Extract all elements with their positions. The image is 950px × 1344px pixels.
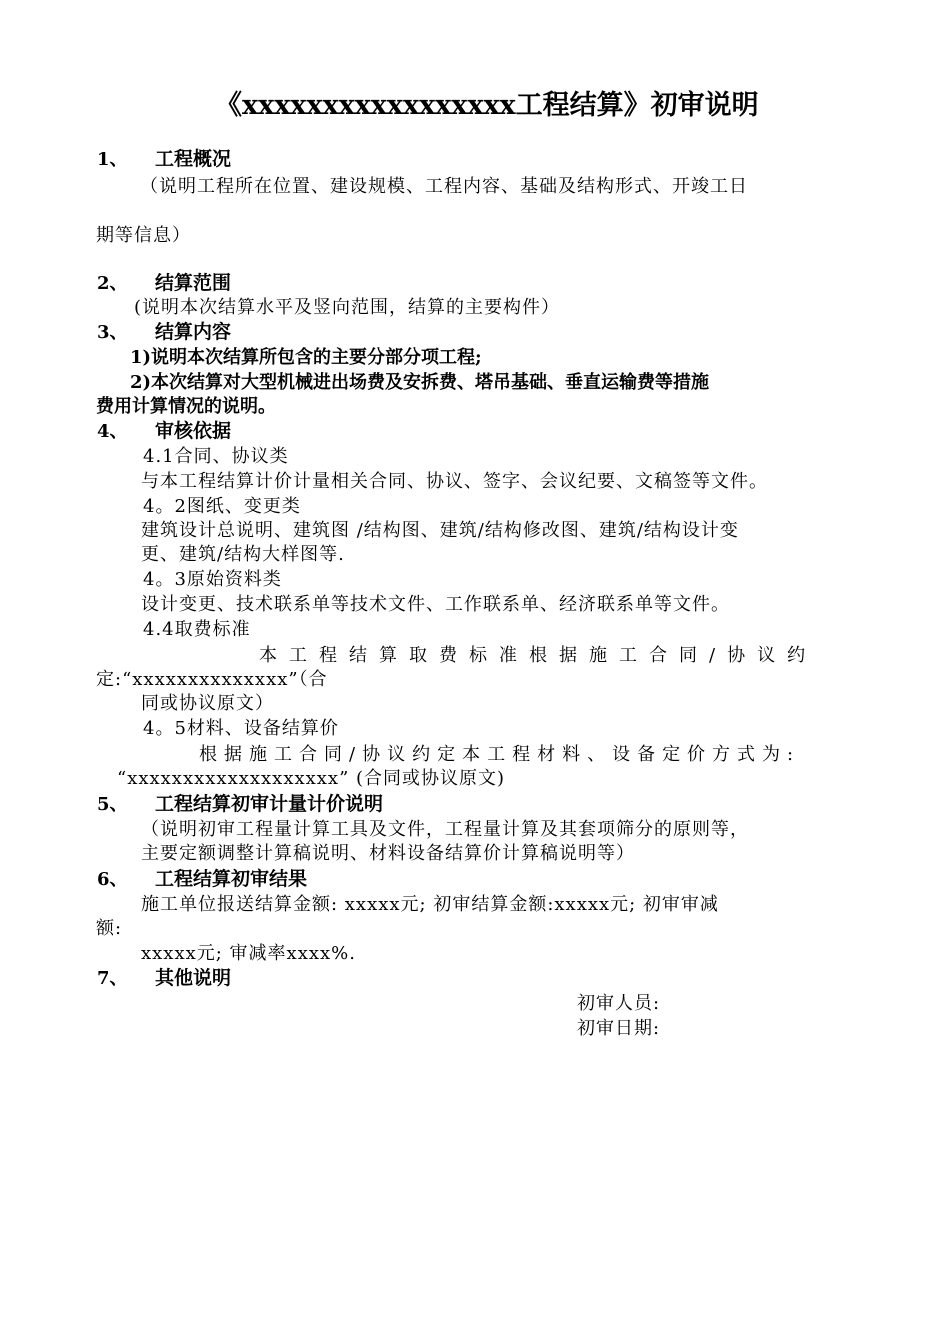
section-4-number: 4、 — [97, 421, 128, 442]
subsection-4-4-text-line1: 本工程结算取费标准根据施工合同/协议约 — [259, 645, 818, 666]
subsection-4-5-title: 4。5材料、设备结算价 — [143, 718, 339, 739]
section-6-number: 6、 — [97, 869, 128, 890]
section-6-text-line1: 施工单位报送结算金额: xxxxx元; 初审结算金额:xxxxx元; 初审审减 — [141, 894, 719, 915]
section-7-number: 7、 — [97, 968, 128, 989]
section-3-number: 3、 — [97, 322, 128, 343]
subsection-4-3-text: 设计变更、技术联系单等技术文件、工作联系单、经济联系单等文件。 — [141, 594, 730, 615]
section-7-heading: 其他说明 — [155, 967, 232, 989]
section-2-number: 2、 — [97, 273, 128, 294]
section-5-heading: 工程结算初审计量计价说明 — [155, 793, 384, 815]
section-5-text-line1: （说明初审工程量计算工具及文件，工程量计算及其套项筛分的原则等， — [141, 819, 749, 840]
section-6-heading: 工程结算初审结果 — [155, 868, 308, 890]
section-6-text-line2: 额: — [96, 918, 123, 939]
subsection-4-2-title: 4。2图纸、变更类 — [143, 496, 301, 517]
subsection-4-1-text: 与本工程结算计价计量相关合同、协议、签字、会议纪要、文稿签等文件。 — [141, 471, 768, 492]
subsection-4-4-text-line2: 定:“xxxxxxxxxxxxxx”（合 — [96, 669, 328, 690]
section-2-text: (说明本次结算水平及竖向范围，结算的主要构件） — [134, 297, 561, 318]
section-1-number: 1、 — [97, 149, 128, 170]
subsection-4-1-title: 4.1合同、协议类 — [143, 446, 289, 467]
subsection-4-3-title: 4。3原始资料类 — [143, 569, 282, 590]
subsection-4-2-text-line2: 更、建筑/结构大样图等. — [141, 544, 345, 565]
section-1-text-line1: （说明工程所在位置、建设规模、工程内容、基础及结构形式、开竣工日 — [140, 176, 748, 197]
section-3-item-2-line2: 费用计算情况的说明。 — [96, 396, 276, 417]
section-3-heading: 结算内容 — [155, 321, 232, 343]
subsection-4-5-text-line1: 根据施工合同/协议约定本工程材料、设备定价方式为: — [199, 744, 801, 765]
section-4-heading: 审核依据 — [155, 420, 232, 442]
section-1-text-line2: 期等信息） — [96, 225, 191, 246]
subsection-4-4-title: 4.4取费标准 — [143, 619, 251, 640]
section-1-heading: 工程概况 — [155, 148, 232, 170]
subsection-4-2-text-line1: 建筑设计总说明、建筑图 /结构图、建筑/结构修改图、建筑/结构设计变 — [141, 520, 739, 541]
section-5-number: 5、 — [97, 794, 128, 815]
section-6-text-line3: xxxxx元; 审减率xxxx%. — [141, 943, 356, 964]
section-2-heading: 结算范围 — [155, 272, 232, 294]
page-title: 《xxxxxxxxxxxxxxxxx工程结算》初审说明 — [215, 90, 759, 121]
review-date-label: 初审日期: — [577, 1018, 661, 1039]
section-3-item-2-line1: 2)本次结算对大型机械进出场费及安拆费、塔吊基础、垂直运输费等措施 — [130, 372, 710, 393]
section-5-text-line2: 主要定额调整计算稿说明、材料设备结算价计算稿说明等） — [141, 843, 635, 864]
section-3-item-1: 1)说明本次结算所包含的主要分部分项工程; — [130, 347, 482, 368]
subsection-4-4-text-line3: 同或协议原文） — [141, 693, 274, 714]
reviewer-label: 初审人员: — [577, 993, 661, 1014]
subsection-4-5-text-line2: “xxxxxxxxxxxxxxxxxxx” (合同或协议原文) — [117, 768, 506, 789]
